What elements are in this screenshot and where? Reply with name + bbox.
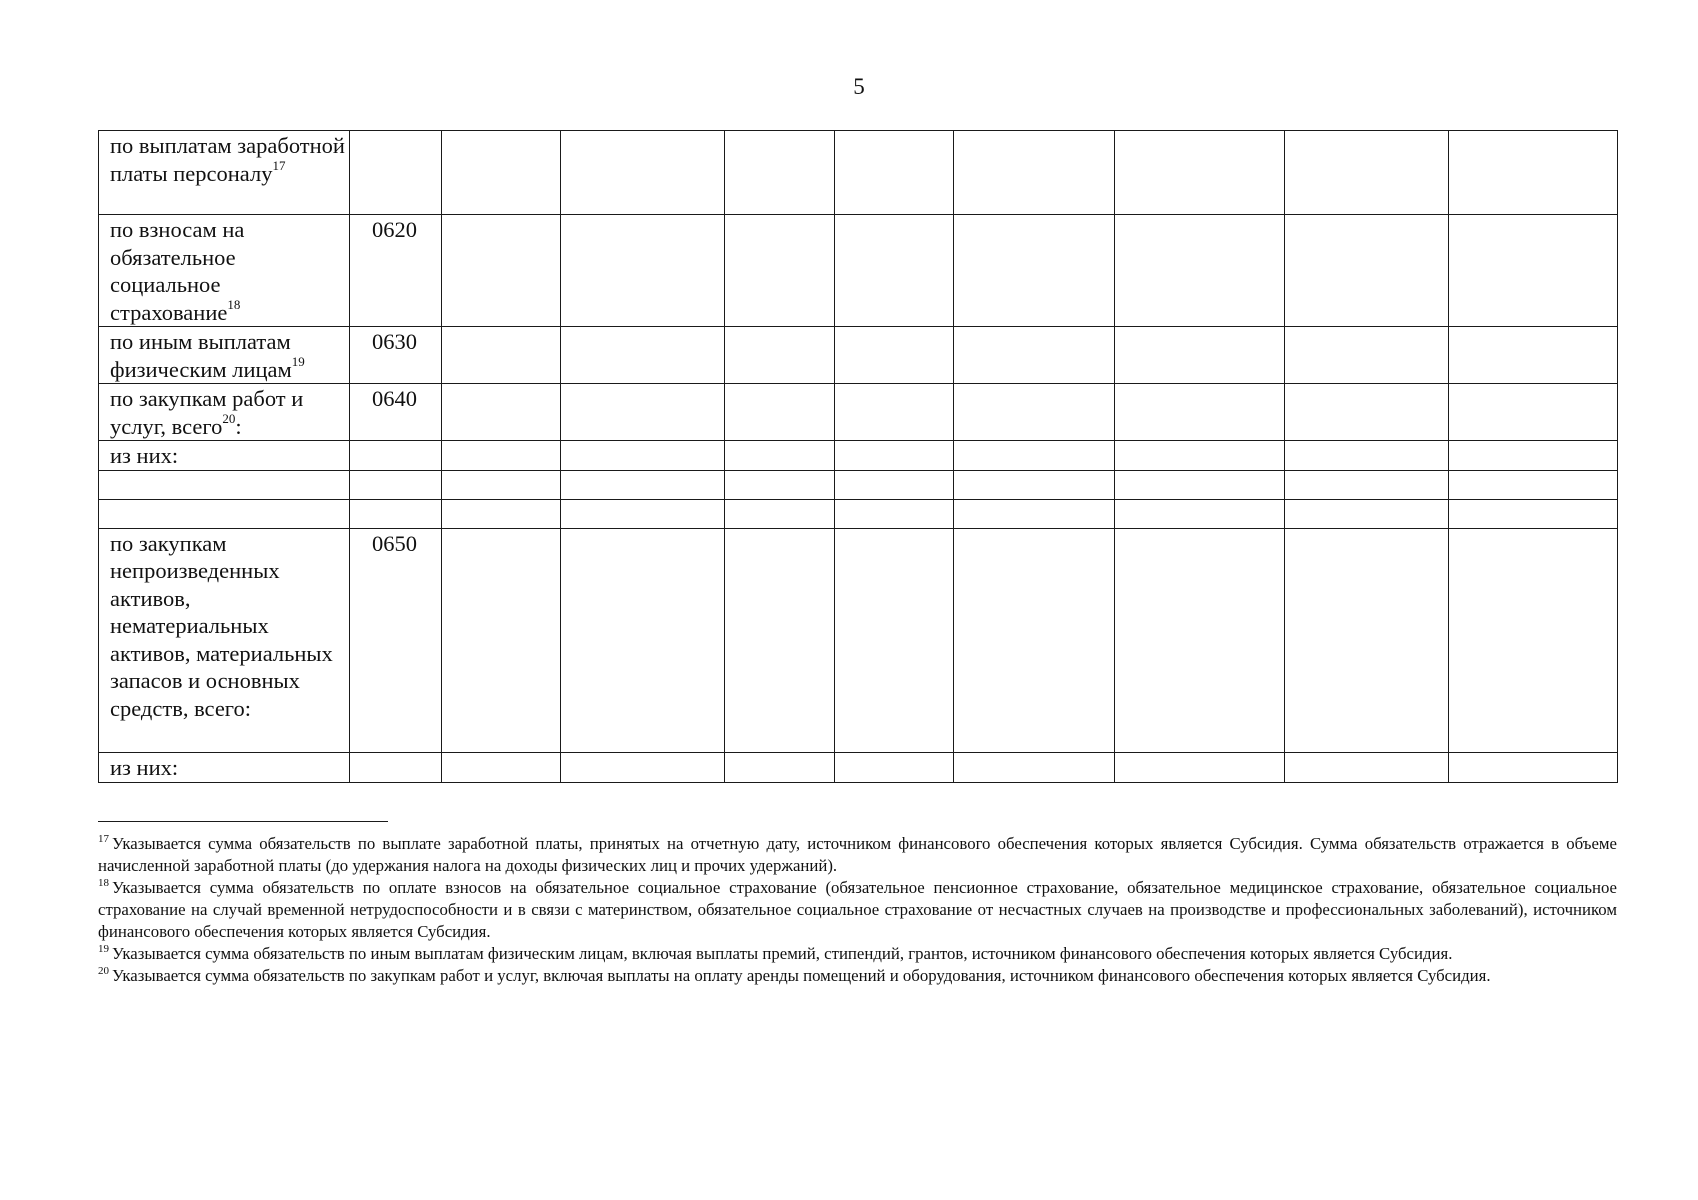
value-cell[interactable] [1285,215,1449,327]
row-label-text: по закупкам непроизведенных активов, нематериальных активов, материальных запасов и основных средств, всего: [110,530,333,721]
value-cell[interactable] [725,131,835,215]
value-cell[interactable] [1449,528,1618,752]
value-cell[interactable] [561,384,725,441]
value-cell[interactable] [954,528,1115,752]
value-cell[interactable] [1285,470,1449,499]
table-row [99,499,1618,528]
footnote-separator [98,821,388,822]
footnote-text: Указывается сумма обязательств по иным выплатам физическим лицам, включая выплаты премий, стипендий, грантов, источником финансового обеспечения которых является Субсидия. [112,944,1453,963]
value-cell[interactable] [1115,384,1285,441]
value-cell[interactable] [1449,327,1618,384]
value-cell[interactable] [442,215,561,327]
table-row [99,131,1618,215]
table-row [99,528,1618,752]
value-cell[interactable] [835,215,954,327]
value-cell[interactable] [725,441,835,471]
table-row [99,752,1618,782]
row-label [99,470,350,499]
footnote-ref: 19 [291,354,305,369]
value-cell[interactable] [1449,470,1618,499]
value-cell[interactable] [835,441,954,471]
row-code [350,499,442,528]
row-label-text: по закупкам работ и услуг, всего [110,386,304,439]
footnote-text: Указывается сумма обязательств по выплате заработной платы, принятых на отчетную дату, источником финансового обеспечения которых является Субсидия. Сумма обязательств отражается в объеме начисленной заработной платы (до удержания налога на доходы физических лиц и прочих удержаний). [98,834,1617,875]
value-cell[interactable] [725,752,835,782]
row-label-text: из них: [110,754,179,780]
footnote-ref: 17 [272,158,286,173]
value-cell[interactable] [835,384,954,441]
table-row [99,327,1618,384]
value-cell[interactable] [1449,499,1618,528]
value-cell[interactable] [561,752,725,782]
table-row [99,441,1618,471]
footnote-number: 18 [98,877,109,890]
value-cell[interactable] [1115,441,1285,471]
value-cell[interactable] [954,470,1115,499]
value-cell[interactable] [835,131,954,215]
value-cell[interactable] [1285,499,1449,528]
value-cell[interactable] [1285,131,1449,215]
footnotes [98,833,1617,987]
value-cell[interactable] [725,384,835,441]
value-cell[interactable] [1115,215,1285,327]
table-row [99,215,1618,327]
footnote [98,965,1617,987]
row-label-text: из них: [110,443,179,468]
page-number: 5 [853,74,865,99]
value-cell[interactable] [1449,752,1618,782]
footnote-ref: 18 [227,297,241,312]
value-cell[interactable] [561,470,725,499]
table-row [99,384,1618,441]
table-row [99,470,1618,499]
value-cell[interactable] [1285,441,1449,471]
value-cell[interactable] [442,131,561,215]
value-cell[interactable] [954,752,1115,782]
footnote-text: Указывается сумма обязательств по закупкам работ и услуг, включая выплаты на оплату аренды помещений и оборудования, источником финансового обеспечения которых является Субсидия. [112,966,1491,985]
value-cell[interactable] [1115,499,1285,528]
footnote-number: 19 [98,943,109,956]
value-cell[interactable] [725,528,835,752]
row-code [350,441,442,471]
value-cell[interactable] [954,384,1115,441]
value-cell[interactable] [725,470,835,499]
row-label-text: по взносам на обязательное социальное страхование [110,217,245,325]
value-cell[interactable] [1285,752,1449,782]
table-body [99,131,1618,783]
value-cell[interactable] [1115,528,1285,752]
obligations-table [98,130,1618,783]
row-label [99,131,350,215]
value-cell[interactable] [1449,384,1618,441]
value-cell[interactable] [954,215,1115,327]
value-cell[interactable] [442,528,561,752]
value-cell[interactable] [442,384,561,441]
row-code [350,752,442,782]
footnote-number: 17 [98,833,109,846]
value-cell[interactable] [954,441,1115,471]
footnote [98,943,1617,965]
value-cell[interactable] [1449,215,1618,327]
value-cell[interactable] [835,752,954,782]
value-cell[interactable] [442,327,561,384]
value-cell[interactable] [725,327,835,384]
value-cell[interactable] [954,499,1115,528]
row-label-suffix: : [235,413,242,439]
value-cell[interactable] [442,499,561,528]
value-cell[interactable] [561,215,725,327]
value-cell[interactable] [954,327,1115,384]
value-cell[interactable] [561,327,725,384]
value-cell[interactable] [725,215,835,327]
row-code: 0640 [350,384,442,441]
footnote [98,877,1617,943]
row-code: 0630 [350,327,442,384]
value-cell[interactable] [561,499,725,528]
value-cell[interactable] [1449,441,1618,471]
row-label [99,327,350,384]
footnote-number: 20 [98,965,109,978]
value-cell[interactable] [1285,528,1449,752]
value-cell[interactable] [835,499,954,528]
value-cell[interactable] [442,752,561,782]
value-cell[interactable] [1115,752,1285,782]
row-label [99,528,350,752]
row-label-text: по выплатам заработной платы персоналу [110,133,345,186]
value-cell[interactable] [561,528,725,752]
value-cell[interactable] [835,327,954,384]
footnote [98,833,1617,877]
footnote-text: Указывается сумма обязательств по оплате взносов на обязательное социальное страхование (обязательное пенсионное страхование, обязательное медицинское страхование, обязательное социальное страхование на случай временной нетрудоспособности и в связи с материнством, обязательное социальное страхование от несчастных случаев на производстве и профессиональных заболеваний), источником финансового обеспечения которых является Субсидия. [98,878,1617,941]
value-cell[interactable] [561,131,725,215]
row-label [99,752,350,782]
value-cell[interactable] [1449,131,1618,215]
row-label [99,215,350,327]
row-label [99,499,350,528]
row-code [350,131,442,215]
value-cell[interactable] [1115,131,1285,215]
value-cell[interactable] [442,470,561,499]
value-cell[interactable] [835,470,954,499]
value-cell[interactable] [1115,327,1285,384]
value-cell[interactable] [1285,384,1449,441]
row-code: 0650 [350,528,442,752]
row-label-text: по иным выплатам физическим лицам [110,329,292,382]
value-cell[interactable] [1285,327,1449,384]
row-code: 0620 [350,215,442,327]
row-code [350,470,442,499]
row-label [99,441,350,471]
value-cell[interactable] [561,441,725,471]
value-cell[interactable] [835,528,954,752]
value-cell[interactable] [954,131,1115,215]
value-cell[interactable] [725,499,835,528]
value-cell[interactable] [442,441,561,471]
footnote-ref: 20 [222,411,236,426]
row-label [99,384,350,441]
value-cell[interactable] [1115,470,1285,499]
